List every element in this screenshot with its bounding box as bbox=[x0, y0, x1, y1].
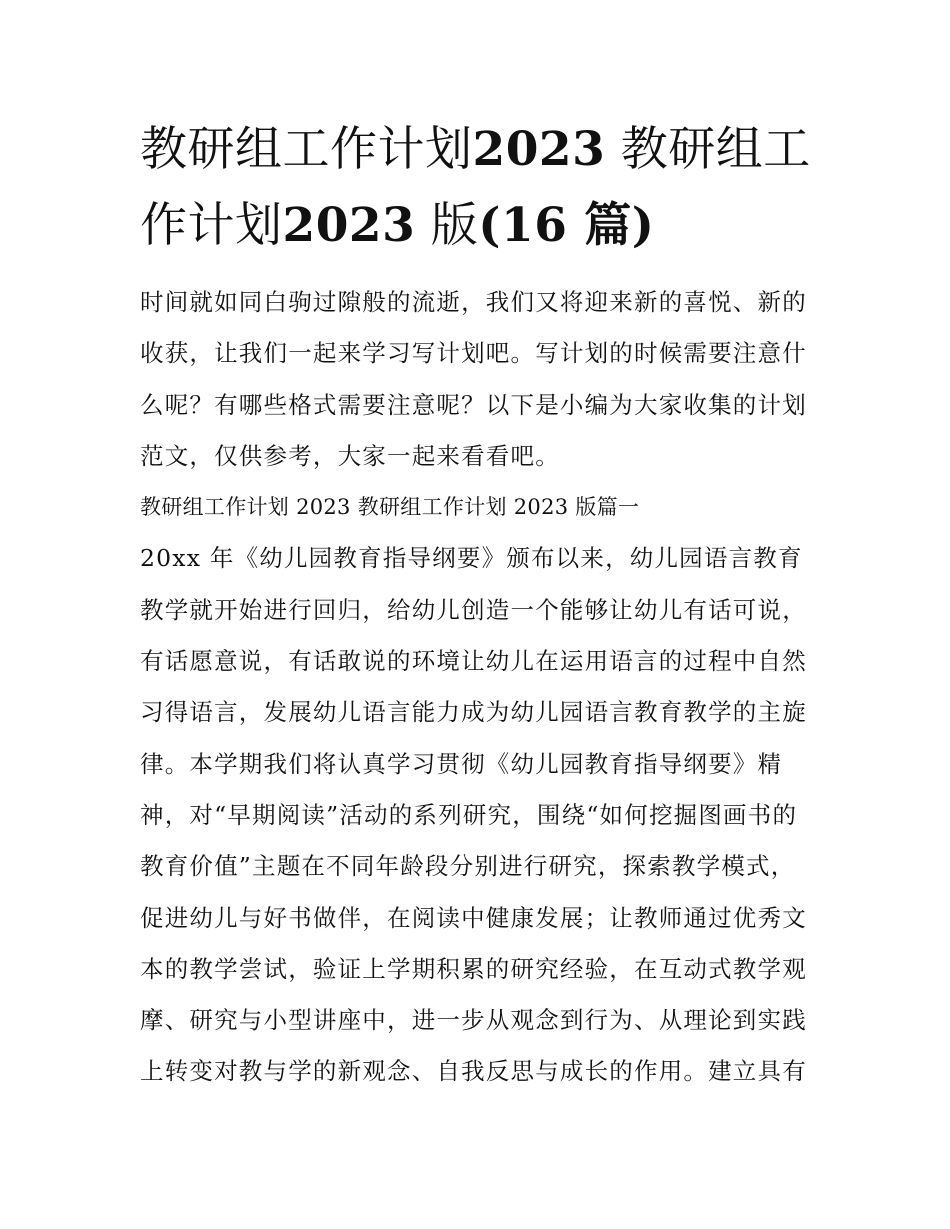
paragraph-line: 教学就开始进行回归，给幼儿创造一个能够让幼儿有话可说， bbox=[140, 595, 807, 624]
paragraph-line: 20xx 年《幼儿园教育指导纲要》颁布以来，幼儿园语言教育 bbox=[140, 544, 803, 573]
paragraph-line: 神，对“早期阅读”活动的系列研究，围绕“如何挖掘图画书的 bbox=[140, 800, 798, 829]
paragraph-line: 摩、研究与小型讲座中，进一步从观念到行为、从理论到实践 bbox=[140, 1006, 807, 1035]
paragraph-line: 律。本学期我们将认真学习贯彻《幼儿园教育指导纲要》精 bbox=[140, 749, 783, 778]
section-heading: 教研组工作计划 2023 教研组工作计划 2023 版篇一 bbox=[140, 495, 640, 520]
paragraph-line: 本的教学尝试，验证上学期积累的研究经验，在互动式教学观 bbox=[140, 954, 807, 983]
document-title bbox=[140, 112, 820, 264]
paragraph-line: 么呢？有哪些格式需要注意呢？以下是小编为大家收集的计划 bbox=[140, 390, 807, 419]
title-line bbox=[140, 188, 820, 264]
paragraph-line: 范文，仅供参考，大家一起来看看吧。 bbox=[140, 441, 560, 470]
title-year: 2023 bbox=[472, 122, 606, 177]
paragraph-line: 收获，让我们一起来学习写计划吧。写计划的时候需要注意什 bbox=[140, 339, 807, 368]
title-text: 教研组工作计划 bbox=[140, 122, 473, 177]
title-text: 教研组工 bbox=[605, 122, 811, 177]
title-text: 作计划 bbox=[140, 198, 283, 253]
title-text: 版 bbox=[415, 198, 479, 253]
paragraph-line: 有话愿意说，有话敢说的环境让幼儿在运用语言的过程中自然 bbox=[140, 647, 807, 676]
title-text: 篇) bbox=[567, 198, 655, 253]
document-body bbox=[140, 280, 820, 1101]
paragraph-line: 促进幼儿与好书做伴，在阅读中健康发展；让教师通过优秀文 bbox=[140, 903, 807, 932]
paragraph-line: 上转变对教与学的新观念、自我反思与成长的作用。建立具有 bbox=[140, 1057, 807, 1086]
title-count: (16 bbox=[478, 198, 568, 253]
paragraph-line: 时间就如同白驹过隙般的流逝，我们又将迎来新的喜悦、新的 bbox=[140, 288, 807, 316]
title-year: 2023 bbox=[282, 198, 416, 253]
paragraph-line: 教育价值”主题在不同年龄段分别进行研究，探索教学模式， bbox=[140, 852, 796, 881]
title-line bbox=[140, 112, 820, 188]
paragraph-line: 习得语言，发展幼儿语言能力成为幼儿园语言教育教学的主旋 bbox=[140, 698, 807, 727]
